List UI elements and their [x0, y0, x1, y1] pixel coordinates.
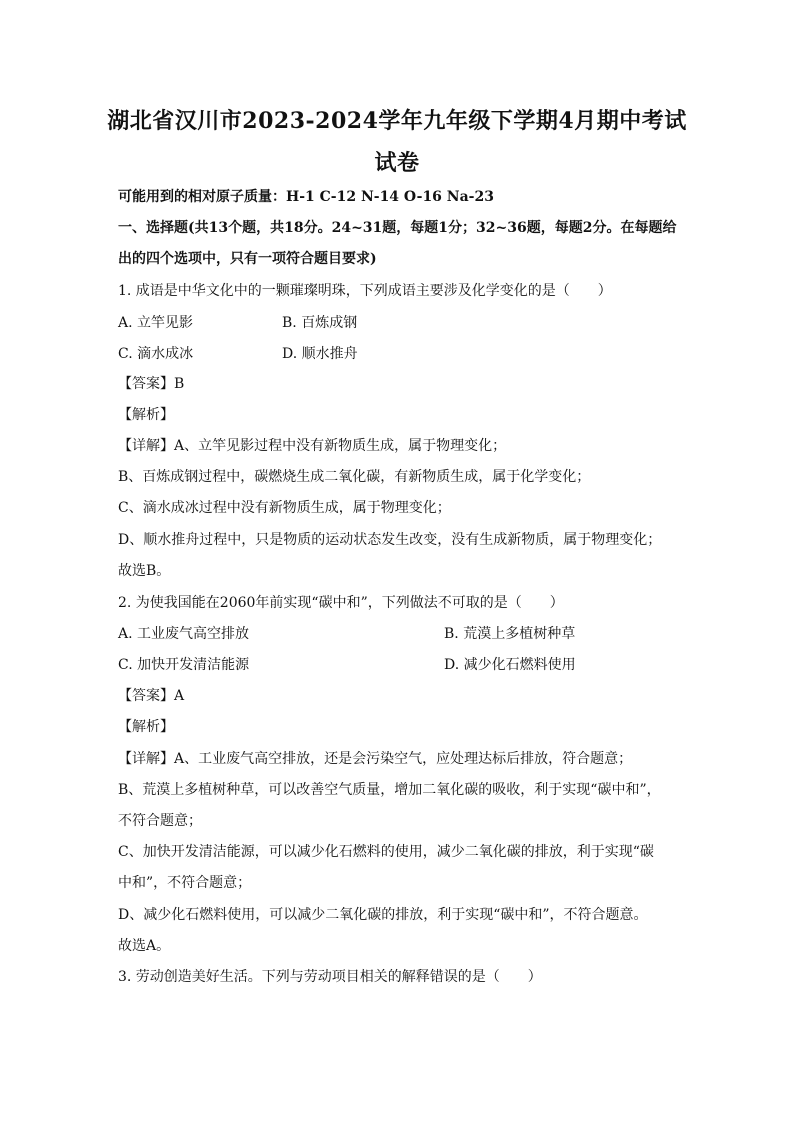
q2-option-b: B. 荒漠上多植树种草	[444, 626, 576, 642]
q1-answer: 【答案】B	[118, 376, 185, 392]
q2-option-a: A. 工业废气高空排放	[118, 626, 250, 642]
q1-option-d: D. 顺水推舟	[282, 346, 358, 362]
q2-detail-line: D、减少化石燃料使用，可以减少二氧化碳的排放，利于实现“碳中和”，不符合题意。	[118, 907, 648, 923]
q2-detail-line: C、加快开发清洁能源，可以减少化石燃料的使用，减少二氧化碳的排放，利于实现“碳	[118, 844, 654, 860]
q1-option-b: B. 百炼成钢	[282, 315, 358, 331]
q2-option-d: D. 减少化石燃料使用	[444, 657, 576, 673]
q1-stem: 1. 成语是中华文化中的一颗璀璨明珠，下列成语主要涉及化学变化的是（ ）	[118, 283, 612, 299]
q2-detail-line: 不符合题意；	[118, 813, 202, 829]
q1-detail-line: B、百炼成钢过程中，碳燃烧生成二氧化碳，有新物质生成，属于化学变化；	[118, 469, 591, 485]
atomic-masses: 可能用到的相对原子质量：H-1 C-12 N-14 O-16 Na-23	[118, 189, 494, 205]
q1-detail-line: D、顺水推舟过程中，只是物质的运动状态发生改变，没有生成新物质，属于物理变化；	[118, 532, 662, 548]
q1-detail-line: C、滴水成冰过程中没有新物质生成，属于物理变化；	[118, 500, 451, 516]
q1-detail-line: 【详解】A、立竿见影过程中没有新物质生成，属于物理变化；	[118, 438, 507, 454]
page-title-line2: 试卷	[374, 150, 420, 176]
q2-analysis-label: 【解析】	[118, 719, 174, 735]
section-heading-line1: 一、选择题(共13个题，共18分。24~31题，每题1分；32~36题，每题2分。在每题给	[118, 220, 677, 236]
section-heading-line2: 出的四个选项中，只有一项符合题目要求)	[118, 251, 377, 267]
q2-detail-line: 【详解】A、工业废气高空排放，还是会污染空气，应处理达标后排放，符合题意；	[118, 751, 633, 767]
q2-detail-line: 中和”，不符合题意；	[118, 875, 252, 891]
q2-detail-line: 故选A。	[118, 938, 171, 954]
q2-detail-line: B、荒漠上多植树种草，可以改善空气质量，增加二氧化碳的吸收，利于实现“碳中和”，	[118, 782, 661, 798]
q2-stem: 2. 为使我国能在2060年前实现“碳中和”，下列做法不可取的是（ ）	[118, 595, 564, 611]
q1-detail-line: 故选B。	[118, 563, 171, 579]
q2-option-c: C. 加快开发清洁能源	[118, 657, 250, 673]
q1-option-a: A. 立竿见影	[118, 315, 194, 331]
q3-stem: 3. 劳动创造美好生活。下列与劳动项目相关的解释错误的是（ ）	[118, 969, 542, 985]
q1-analysis-label: 【解析】	[118, 407, 174, 423]
page-title-line1: 湖北省汉川市2023-2024学年九年级下学期4月期中考试	[107, 108, 687, 134]
q1-option-c: C. 滴水成冰	[118, 346, 194, 362]
q2-answer: 【答案】A	[118, 688, 185, 704]
